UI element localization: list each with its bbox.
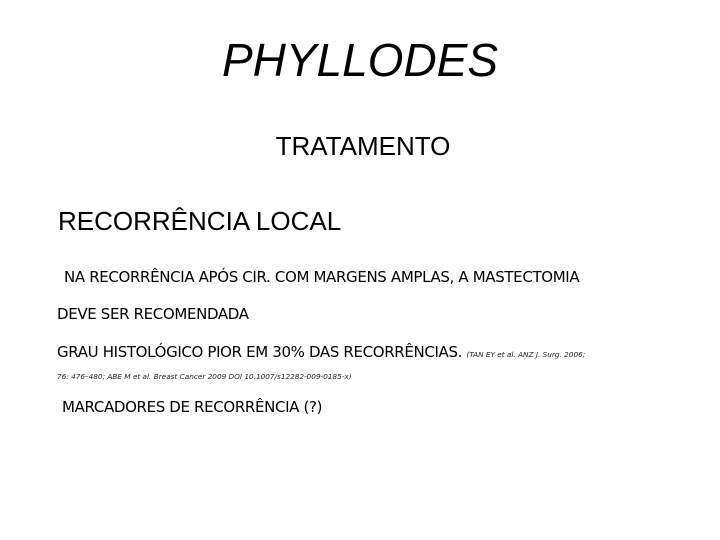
slide-title: PHYLLODES: [221, 34, 499, 86]
body-line-markers: [62, 396, 322, 418]
body-line-recommended: [57, 303, 249, 325]
body-line-text: MARCADORES DE RECORRÊNCIA (?): [62, 398, 323, 416]
body-line-text: GRAU HISTOLÓGICO PIOR EM 30% DAS RECORRÊNCIAS.: [57, 343, 463, 361]
body-line-text: NA RECORRÊNCIA APÓS CIR. COM MARGENS AMPLAS, A MASTECTOMIA: [64, 268, 580, 286]
citation-part2: 76: 476–480; ABE M et al. Breast Cancer 2009 DOI 10.1007/s12282-009-0185-x): [57, 372, 352, 381]
body-line-mastectomy: [64, 266, 579, 288]
section-heading: RECORRÊNCIA LOCAL: [58, 206, 342, 236]
citation-part1: (TAN EY et al. ANZ J. Surg. 2006;: [466, 350, 586, 359]
body-line-histologic-grade: [57, 341, 585, 366]
body-line-text: DEVE SER RECOMENDADA: [57, 305, 249, 323]
slide-subtitle: TRATAMENTO: [275, 131, 451, 161]
